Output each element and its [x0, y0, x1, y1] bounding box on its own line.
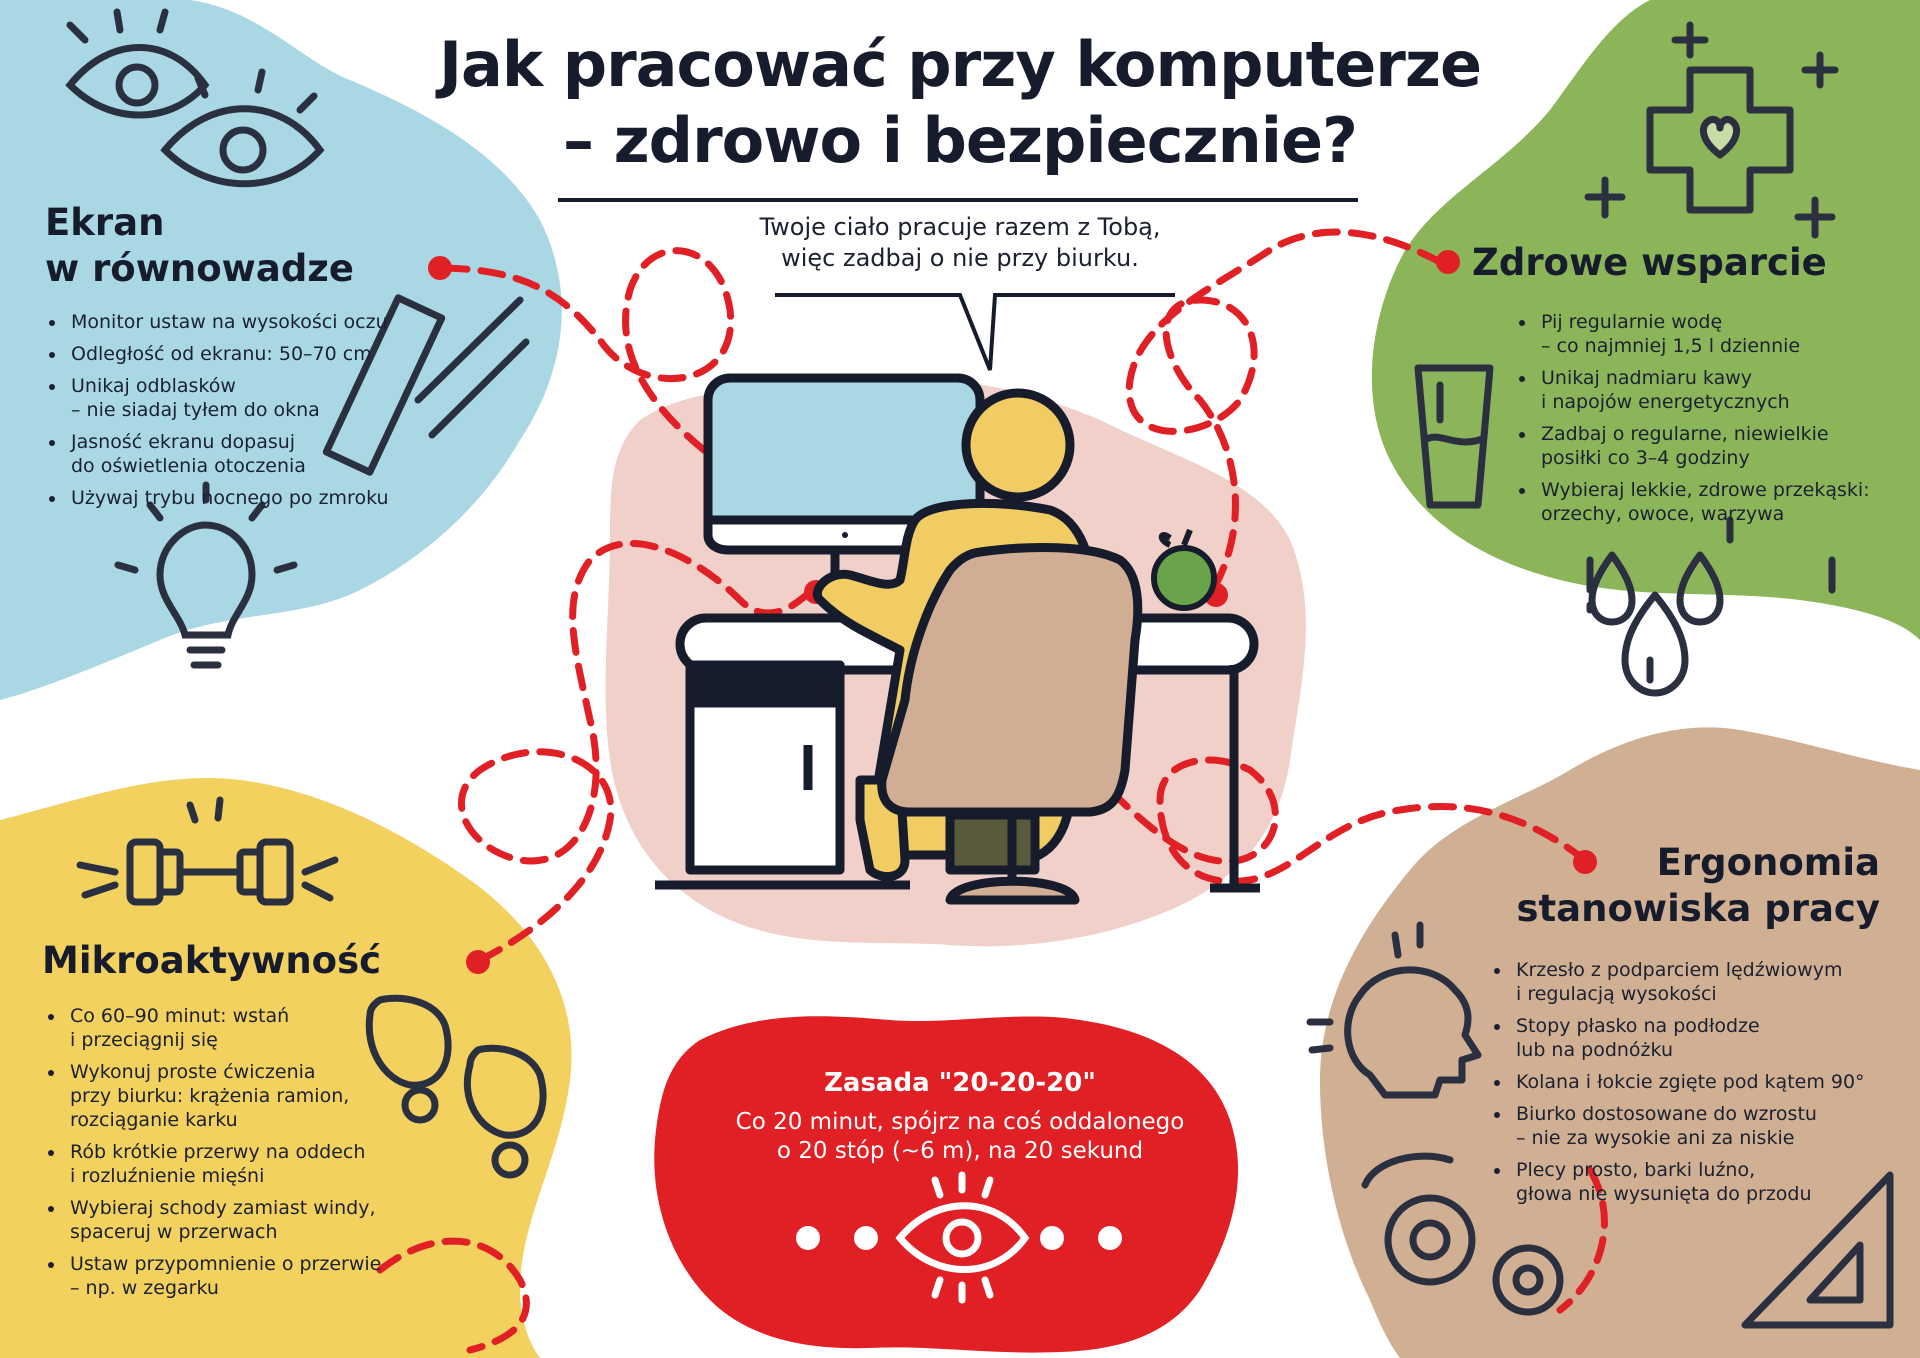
speech-bubble-line1: Twoje ciało pracuje razem z Tobą,	[759, 213, 1161, 241]
dot-health	[1436, 250, 1460, 274]
page-title-line2: – zdrowo i bezpiecznie?	[563, 104, 1357, 177]
section-activity-heading: Mikroaktywność	[42, 939, 382, 982]
section-health-list	[1513, 310, 1913, 534]
list-item: Pij regularnie wodę – co najmniej 1,5 l dziennie	[1513, 310, 1913, 358]
section-activity-list	[42, 1004, 402, 1308]
section-ergonomics-heading-line2: stanowiska pracy	[1516, 887, 1880, 930]
section-health-heading: Zdrowe wsparcie	[1472, 241, 1827, 284]
dot-screen	[428, 256, 452, 280]
speech-bubble-line2: więc zadbaj o nie przy biurku.	[781, 244, 1139, 272]
list-item: Wybieraj lekkie, zdrowe przekąski: orzechy, owoce, warzywa	[1513, 478, 1913, 526]
list-item: Biurko dostosowane do wzrostu – nie za wysokie ani za niskie	[1488, 1102, 1908, 1150]
list-item: Odległość od ekranu: 50–70 cm	[43, 342, 463, 366]
section-screen-heading-line1: Ekran	[45, 201, 165, 244]
speech-bubble-pointer	[775, 295, 1175, 370]
list-item: Wykonuj proste ćwiczenia przy biurku: krążenia ramion, rozciąganie karku	[42, 1060, 402, 1132]
list-item: Kolana i łokcie zgięte pod kątem 90°	[1488, 1070, 1908, 1094]
section-ergonomics-heading-line1: Ergonomia	[1656, 841, 1880, 884]
list-item: Zadbaj o regularne, niewielkie posiłki co 3–4 godziny	[1513, 422, 1913, 470]
list-item: Stopy płasko na podłodze lub na podnóżku	[1488, 1014, 1908, 1062]
rule-text	[700, 1108, 1220, 1166]
desk-cabinet-top	[690, 665, 840, 703]
monitor-power-dot	[842, 532, 848, 538]
section-screen	[45, 200, 354, 292]
page-title-line1: Jak pracować przy komputerze	[438, 28, 1482, 101]
list-item: Plecy prosto, barki luźno, głowa nie wysunięta do przodu	[1488, 1158, 1908, 1206]
person-head	[966, 393, 1070, 497]
list-item: Unikaj nadmiaru kawy i napojów energetycznych	[1513, 366, 1913, 414]
rule-text-line1: Co 20 minut, spójrz na coś oddalonego	[735, 1109, 1185, 1135]
chair-post	[950, 815, 1035, 870]
list-item: Co 60–90 minut: wstań i przeciągnij się	[42, 1004, 402, 1052]
list-item: Jasność ekranu dopasuj do oświetlenia otoczenia	[43, 430, 463, 478]
rule-text-line2: o 20 stóp (~6 m), na 20 sekund	[776, 1138, 1144, 1164]
section-ergonomics-list	[1488, 958, 1908, 1214]
dot-activity	[466, 950, 490, 974]
list-item: Używaj trybu nocnego po zmroku	[43, 486, 463, 510]
blob-red	[654, 1016, 1238, 1352]
chair-base	[950, 881, 1075, 900]
list-item: Rób krótkie przerwy na oddech i rozluźnienie mięśni	[42, 1140, 402, 1188]
rule-title: Zasada "20-20-20"	[824, 1068, 1096, 1098]
list-item: Monitor ustaw na wysokości oczu	[43, 310, 463, 334]
speech-bubble	[700, 212, 1220, 274]
apple-body	[1154, 548, 1214, 608]
apple-leaf	[1162, 535, 1170, 545]
list-item: Ustaw przypomnienie o przerwie – np. w zegarku	[42, 1252, 402, 1300]
list-item: Krzesło z podparciem lędźwiowym i regulacją wysokości	[1488, 958, 1908, 1006]
section-screen-list	[43, 310, 463, 518]
section-ergonomics	[1420, 840, 1880, 932]
list-item: Unikaj odblasków – nie siadaj tyłem do okna	[43, 374, 463, 422]
section-screen-heading-line2: w równowadze	[45, 247, 354, 290]
list-item: Wybieraj schody zamiast windy, spaceruj w przerwach	[42, 1196, 402, 1244]
